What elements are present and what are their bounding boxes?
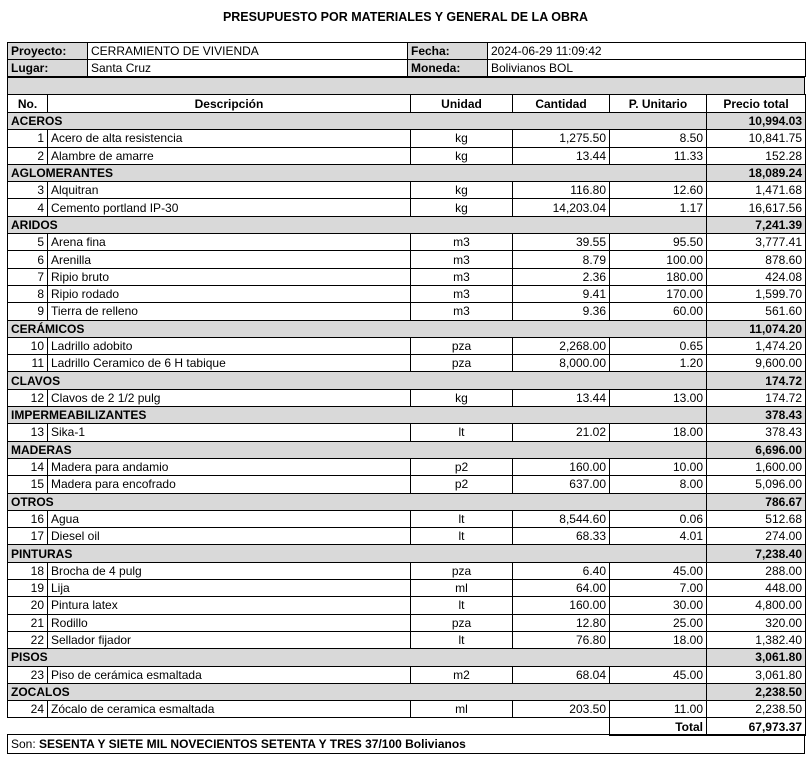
- item-quantity: 12.80: [513, 614, 610, 631]
- item-unit-price: 30.00: [610, 597, 707, 614]
- item-quantity: 9.41: [513, 285, 610, 302]
- item-no: 1: [8, 130, 48, 147]
- item-description: Arena fina: [48, 234, 411, 251]
- item-total-price: 152.28: [707, 147, 806, 164]
- item-quantity: 160.00: [513, 597, 610, 614]
- table-row: [8, 303, 806, 320]
- item-total-price: 1,599.70: [707, 285, 806, 302]
- item-description: Alambre de amarre: [48, 147, 411, 164]
- item-unit-price: 4.01: [610, 528, 707, 545]
- item-no: 23: [8, 666, 48, 683]
- item-quantity: 76.80: [513, 631, 610, 648]
- item-description: Brocha de 4 pulg: [48, 562, 411, 579]
- group-row: [8, 407, 806, 424]
- group-spacer: [411, 216, 707, 233]
- group-name: ARIDOS: [8, 216, 411, 233]
- group-row: [8, 216, 806, 233]
- group-total: 18,089.24: [707, 164, 806, 181]
- group-total: 10,994.03: [707, 113, 806, 130]
- item-unit: lt: [411, 597, 513, 614]
- group-name: OTROS: [8, 493, 411, 510]
- group-spacer: [411, 113, 707, 130]
- item-unit-price: 8.50: [610, 130, 707, 147]
- item-total-price: 424.08: [707, 268, 806, 285]
- item-total-price: 16,617.56: [707, 199, 806, 216]
- group-total: 6,696.00: [707, 441, 806, 458]
- item-total-price: 2,238.50: [707, 701, 806, 718]
- col-header-cantidad: Cantidad: [513, 95, 610, 113]
- item-unit-price: 11.33: [610, 147, 707, 164]
- item-quantity: 14,203.04: [513, 199, 610, 216]
- fecha-label: Fecha:: [408, 43, 488, 60]
- col-header-precio-total: Precio total: [707, 95, 806, 113]
- group-row: [8, 545, 806, 562]
- item-description: Ripio bruto: [48, 268, 411, 285]
- item-quantity: 8,000.00: [513, 355, 610, 372]
- item-description: Lija: [48, 580, 411, 597]
- item-total-price: 878.60: [707, 251, 806, 268]
- group-name: ZOCALOS: [8, 683, 411, 700]
- table-row: [8, 458, 806, 475]
- table-row: [8, 130, 806, 147]
- item-total-price: 9,600.00: [707, 355, 806, 372]
- total-value: 67,973.37: [707, 718, 806, 735]
- table-row: [8, 701, 806, 718]
- item-no: 10: [8, 337, 48, 354]
- table-row: [8, 182, 806, 199]
- table-row: [8, 510, 806, 527]
- group-total: 786.67: [707, 493, 806, 510]
- item-quantity: 116.80: [513, 182, 610, 199]
- col-header-p-unitario: P. Unitario: [610, 95, 707, 113]
- item-quantity: 203.50: [513, 701, 610, 718]
- item-quantity: 13.44: [513, 389, 610, 406]
- moneda-value: Bolivianos BOL: [488, 60, 806, 77]
- item-unit: pza: [411, 337, 513, 354]
- item-unit-price: 45.00: [610, 666, 707, 683]
- item-unit-price: 11.00: [610, 701, 707, 718]
- item-description: Ladrillo adobito: [48, 337, 411, 354]
- item-unit: p2: [411, 476, 513, 493]
- item-description: Arenilla: [48, 251, 411, 268]
- table-row: [8, 251, 806, 268]
- item-unit: pza: [411, 562, 513, 579]
- group-spacer: [411, 683, 707, 700]
- item-no: 3: [8, 182, 48, 199]
- item-description: Diesel oil: [48, 528, 411, 545]
- item-no: 8: [8, 285, 48, 302]
- item-quantity: 8,544.60: [513, 510, 610, 527]
- group-spacer: [411, 407, 707, 424]
- item-no: 9: [8, 303, 48, 320]
- total-row: [8, 718, 806, 735]
- item-description: Cemento portland IP-30: [48, 199, 411, 216]
- item-unit: kg: [411, 199, 513, 216]
- table-row: [8, 631, 806, 648]
- item-total-price: 1,474.20: [707, 337, 806, 354]
- group-name: PINTURAS: [8, 545, 411, 562]
- item-no: 21: [8, 614, 48, 631]
- moneda-label: Moneda:: [408, 60, 488, 77]
- item-no: 17: [8, 528, 48, 545]
- group-name: ACEROS: [8, 113, 411, 130]
- item-unit-price: 0.65: [610, 337, 707, 354]
- item-description: Ladrillo Ceramico de 6 H tabique: [48, 355, 411, 372]
- group-row: [8, 683, 806, 700]
- lugar-label: Lugar:: [8, 60, 88, 77]
- item-total-price: 1,600.00: [707, 458, 806, 475]
- item-no: 6: [8, 251, 48, 268]
- item-total-price: 4,800.00: [707, 597, 806, 614]
- item-total-price: 1,382.40: [707, 631, 806, 648]
- item-total-price: 3,777.41: [707, 234, 806, 251]
- item-quantity: 2,268.00: [513, 337, 610, 354]
- item-total-price: 174.72: [707, 389, 806, 406]
- item-no: 11: [8, 355, 48, 372]
- item-total-price: 274.00: [707, 528, 806, 545]
- table-row: [8, 597, 806, 614]
- item-description: Alquitran: [48, 182, 411, 199]
- item-quantity: 1,275.50: [513, 130, 610, 147]
- item-unit: m3: [411, 285, 513, 302]
- item-unit: m3: [411, 234, 513, 251]
- item-quantity: 8.79: [513, 251, 610, 268]
- group-name: CERÁMICOS: [8, 320, 411, 337]
- item-total-price: 1,471.68: [707, 182, 806, 199]
- item-unit: pza: [411, 355, 513, 372]
- separator-band: [7, 77, 805, 94]
- item-no: 20: [8, 597, 48, 614]
- item-unit-price: 13.00: [610, 389, 707, 406]
- group-spacer: [411, 545, 707, 562]
- group-total: 7,241.39: [707, 216, 806, 233]
- item-description: Acero de alta resistencia: [48, 130, 411, 147]
- proyecto-value: CERRAMIENTO DE VIVIENDA: [88, 43, 408, 60]
- group-name: CLAVOS: [8, 372, 411, 389]
- item-no: 2: [8, 147, 48, 164]
- table-row: [8, 268, 806, 285]
- item-no: 12: [8, 389, 48, 406]
- group-total: 378.43: [707, 407, 806, 424]
- header-table: [7, 42, 806, 77]
- table-row: [8, 528, 806, 545]
- item-no: 22: [8, 631, 48, 648]
- item-description: Agua: [48, 510, 411, 527]
- item-total-price: 288.00: [707, 562, 806, 579]
- item-unit: lt: [411, 631, 513, 648]
- item-quantity: 13.44: [513, 147, 610, 164]
- table-row: [8, 580, 806, 597]
- table-row: [8, 476, 806, 493]
- item-unit-price: 12.60: [610, 182, 707, 199]
- col-header-unidad: Unidad: [411, 95, 513, 113]
- item-description: Zócalo de ceramica esmaltada: [48, 701, 411, 718]
- item-unit: kg: [411, 147, 513, 164]
- item-quantity: 160.00: [513, 458, 610, 475]
- table-row: [8, 562, 806, 579]
- item-unit: kg: [411, 130, 513, 147]
- item-no: 18: [8, 562, 48, 579]
- table-row: [8, 337, 806, 354]
- item-total-price: 512.68: [707, 510, 806, 527]
- item-unit-price: 8.00: [610, 476, 707, 493]
- amount-in-words: [7, 734, 805, 754]
- item-unit: m2: [411, 666, 513, 683]
- item-unit-price: 45.00: [610, 562, 707, 579]
- group-spacer: [411, 372, 707, 389]
- item-description: Sellador fijador: [48, 631, 411, 648]
- item-unit-price: 180.00: [610, 268, 707, 285]
- group-spacer: [411, 493, 707, 510]
- item-unit: ml: [411, 580, 513, 597]
- item-total-price: 448.00: [707, 580, 806, 597]
- item-no: 7: [8, 268, 48, 285]
- item-total-price: 5,096.00: [707, 476, 806, 493]
- item-description: Tierra de relleno: [48, 303, 411, 320]
- item-unit-price: 1.17: [610, 199, 707, 216]
- group-total: 174.72: [707, 372, 806, 389]
- group-row: [8, 320, 806, 337]
- item-total-price: 3,061.80: [707, 666, 806, 683]
- group-row: [8, 372, 806, 389]
- group-name: IMPERMEABILIZANTES: [8, 407, 411, 424]
- col-header-no: No.: [8, 95, 48, 113]
- item-no: 14: [8, 458, 48, 475]
- item-no: 4: [8, 199, 48, 216]
- item-no: 15: [8, 476, 48, 493]
- item-unit: lt: [411, 424, 513, 441]
- fecha-value: 2024-06-29 11:09:42: [488, 43, 806, 60]
- lugar-value: Santa Cruz: [88, 60, 408, 77]
- table-row: [8, 147, 806, 164]
- group-row: [8, 441, 806, 458]
- group-name: MADERAS: [8, 441, 411, 458]
- item-no: 16: [8, 510, 48, 527]
- item-unit: kg: [411, 389, 513, 406]
- budget-table: [7, 94, 806, 736]
- table-row: [8, 355, 806, 372]
- table-row: [8, 199, 806, 216]
- table-row: [8, 614, 806, 631]
- table-row: [8, 285, 806, 302]
- item-unit: lt: [411, 528, 513, 545]
- item-unit: lt: [411, 510, 513, 527]
- item-description: Ripio rodado: [48, 285, 411, 302]
- group-spacer: [411, 164, 707, 181]
- item-quantity: 68.33: [513, 528, 610, 545]
- group-total: 7,238.40: [707, 545, 806, 562]
- son-label: Son:: [11, 737, 36, 751]
- item-unit-price: 1.20: [610, 355, 707, 372]
- item-unit: m3: [411, 303, 513, 320]
- item-total-price: 561.60: [707, 303, 806, 320]
- item-description: Sika-1: [48, 424, 411, 441]
- item-quantity: 21.02: [513, 424, 610, 441]
- total-label: Total: [610, 718, 707, 735]
- item-unit-price: 60.00: [610, 303, 707, 320]
- item-no: 13: [8, 424, 48, 441]
- group-spacer: [411, 441, 707, 458]
- item-total-price: 320.00: [707, 614, 806, 631]
- item-quantity: 637.00: [513, 476, 610, 493]
- item-unit-price: 170.00: [610, 285, 707, 302]
- item-description: Pintura latex: [48, 597, 411, 614]
- group-total: 2,238.50: [707, 683, 806, 700]
- item-unit-price: 0.06: [610, 510, 707, 527]
- item-quantity: 68.04: [513, 666, 610, 683]
- item-no: 24: [8, 701, 48, 718]
- total-spacer: [8, 718, 610, 735]
- item-description: Piso de cerámica esmaltada: [48, 666, 411, 683]
- table-row: [8, 424, 806, 441]
- item-unit: ml: [411, 701, 513, 718]
- item-no: 5: [8, 234, 48, 251]
- item-description: Madera para encofrado: [48, 476, 411, 493]
- item-unit-price: 10.00: [610, 458, 707, 475]
- item-description: Rodillo: [48, 614, 411, 631]
- item-quantity: 6.40: [513, 562, 610, 579]
- item-unit-price: 7.00: [610, 580, 707, 597]
- item-unit-price: 18.00: [610, 424, 707, 441]
- col-header-descripcion: Descripción: [48, 95, 411, 113]
- item-unit-price: 25.00: [610, 614, 707, 631]
- item-unit-price: 100.00: [610, 251, 707, 268]
- table-row: [8, 234, 806, 251]
- group-total: 11,074.20: [707, 320, 806, 337]
- item-unit-price: 95.50: [610, 234, 707, 251]
- item-total-price: 10,841.75: [707, 130, 806, 147]
- item-no: 19: [8, 580, 48, 597]
- item-unit: p2: [411, 458, 513, 475]
- item-quantity: 39.55: [513, 234, 610, 251]
- item-description: Clavos de 2 1/2 pulg: [48, 389, 411, 406]
- item-unit: pza: [411, 614, 513, 631]
- group-name: AGLOMERANTES: [8, 164, 411, 181]
- group-spacer: [411, 649, 707, 666]
- proyecto-label: Proyecto:: [8, 43, 88, 60]
- group-row: [8, 113, 806, 130]
- group-row: [8, 164, 806, 181]
- group-row: [8, 493, 806, 510]
- item-description: Madera para andamio: [48, 458, 411, 475]
- group-name: PISOS: [8, 649, 411, 666]
- item-quantity: 2.36: [513, 268, 610, 285]
- item-total-price: 378.43: [707, 424, 806, 441]
- table-row: [8, 666, 806, 683]
- item-unit: m3: [411, 251, 513, 268]
- page-title: PRESUPUESTO POR MATERIALES Y GENERAL DE LA OBRA: [222, 10, 589, 24]
- item-unit-price: 18.00: [610, 631, 707, 648]
- son-text: SESENTA Y SIETE MIL NOVECIENTOS SETENTA Y TRES 37/100 Bolivianos: [39, 737, 466, 751]
- item-unit: m3: [411, 268, 513, 285]
- table-row: [8, 389, 806, 406]
- group-total: 3,061.80: [707, 649, 806, 666]
- item-quantity: 64.00: [513, 580, 610, 597]
- item-unit: kg: [411, 182, 513, 199]
- group-spacer: [411, 320, 707, 337]
- item-quantity: 9.36: [513, 303, 610, 320]
- group-row: [8, 649, 806, 666]
